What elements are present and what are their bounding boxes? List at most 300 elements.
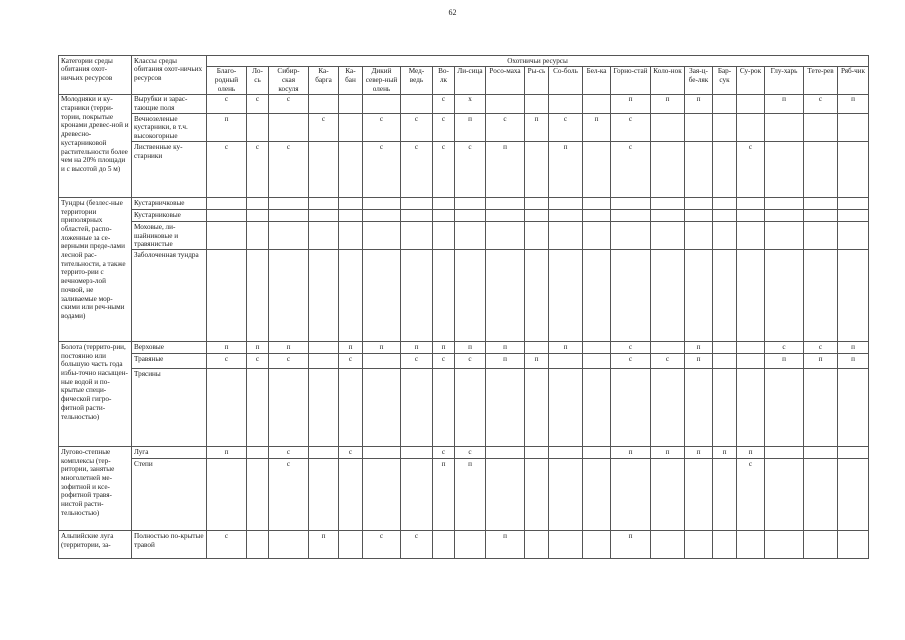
resource-mark	[713, 142, 737, 198]
resource-mark	[549, 531, 583, 559]
resource-mark	[838, 222, 869, 250]
species-header: Со-боль	[549, 66, 583, 94]
resource-mark	[651, 114, 685, 142]
habitat-class: Кустарниковые	[132, 210, 207, 222]
resource-mark: с	[401, 354, 433, 369]
habitat-class: Степи	[132, 459, 207, 531]
resource-mark	[339, 198, 363, 210]
resource-mark	[247, 447, 269, 459]
resource-mark: п	[207, 447, 247, 459]
header-category: Категории среды обитания охот-ничьих ресурсов	[59, 56, 132, 95]
resource-mark	[363, 447, 401, 459]
resource-mark: п	[455, 114, 486, 142]
resource-mark	[713, 210, 737, 222]
habitat-class: Заболоченная тундра	[132, 250, 207, 342]
resource-mark	[804, 250, 838, 342]
species-header: Благо-родный олень	[207, 66, 247, 94]
resource-mark: п	[583, 114, 611, 142]
resource-mark	[737, 222, 765, 250]
resource-mark	[207, 222, 247, 250]
resource-mark	[583, 531, 611, 559]
resource-mark	[651, 459, 685, 531]
resource-mark: с	[363, 114, 401, 142]
species-header: Тете-рев	[804, 66, 838, 94]
resource-mark	[611, 369, 651, 447]
habitat-class: Травяные	[132, 354, 207, 369]
resource-mark	[486, 369, 525, 447]
resource-mark: п	[838, 342, 869, 354]
resource-mark	[433, 369, 455, 447]
resource-mark: п	[685, 94, 713, 113]
table-row	[59, 210, 869, 222]
resource-mark	[765, 198, 804, 210]
resource-mark	[713, 222, 737, 250]
resource-mark	[611, 198, 651, 210]
resource-mark	[549, 459, 583, 531]
resource-mark: п	[549, 142, 583, 198]
resource-mark: с	[309, 114, 339, 142]
resource-mark	[549, 210, 583, 222]
resource-mark: п	[737, 447, 765, 459]
habitat-category: Молодняки и ку-старники (терри-тории, покрытые кронами древес-ной и древесно-кустарниковой растительности более чем на 20% площади и с высотой до 5 м)	[59, 94, 132, 198]
resource-mark	[309, 342, 339, 354]
resource-mark	[583, 210, 611, 222]
resource-mark: с	[486, 114, 525, 142]
species-header: Ка-барга	[309, 66, 339, 94]
resource-mark: п	[486, 342, 525, 354]
resource-mark	[309, 354, 339, 369]
resource-mark	[269, 114, 309, 142]
resource-mark: п	[765, 354, 804, 369]
resource-mark: с	[269, 447, 309, 459]
resource-mark: с	[363, 142, 401, 198]
resource-mark	[247, 114, 269, 142]
resource-mark: п	[525, 114, 549, 142]
resource-mark	[737, 250, 765, 342]
resource-mark	[713, 94, 737, 113]
table-row	[59, 369, 869, 447]
habitat-class: Вырубки и зарас-тающие поля	[132, 94, 207, 113]
resource-mark	[583, 94, 611, 113]
resource-mark: с	[737, 459, 765, 531]
resource-mark	[765, 210, 804, 222]
resource-mark: п	[486, 354, 525, 369]
resource-mark	[838, 210, 869, 222]
resource-mark	[549, 447, 583, 459]
resource-mark	[339, 222, 363, 250]
resource-mark	[838, 369, 869, 447]
resource-mark	[765, 222, 804, 250]
resource-mark	[455, 198, 486, 210]
resource-mark	[455, 531, 486, 559]
resource-mark	[713, 354, 737, 369]
table-row	[59, 142, 869, 198]
resource-mark	[713, 250, 737, 342]
resource-mark	[339, 94, 363, 113]
resource-mark	[525, 342, 549, 354]
resource-mark	[651, 198, 685, 210]
resource-mark	[525, 250, 549, 342]
resource-mark	[309, 94, 339, 113]
resource-mark	[363, 250, 401, 342]
resource-mark	[363, 369, 401, 447]
resource-mark: п	[486, 531, 525, 559]
species-header: Су-рок	[737, 66, 765, 94]
resource-mark	[309, 198, 339, 210]
habitat-class: Моховые, ли-шайниковые и травянистые	[132, 222, 207, 250]
resource-mark: п	[269, 342, 309, 354]
table-row	[59, 222, 869, 250]
resource-mark	[486, 447, 525, 459]
resource-mark	[765, 250, 804, 342]
resource-mark	[838, 198, 869, 210]
habitat-category: Лугово-степные комплексы (тер-ритории, занятые многолетней ме-зофитной и ксе-рофитной травя-нистой расти-тельностью)	[59, 447, 132, 531]
resource-mark	[549, 198, 583, 210]
resource-mark	[309, 250, 339, 342]
habitat-class: Лиственные ку-старники	[132, 142, 207, 198]
resource-mark	[525, 222, 549, 250]
resource-mark	[433, 198, 455, 210]
resource-mark: п	[433, 459, 455, 531]
resource-mark	[685, 198, 713, 210]
resource-mark	[269, 210, 309, 222]
resource-mark	[713, 459, 737, 531]
resource-mark: п	[433, 342, 455, 354]
habitat-class: Верховые	[132, 342, 207, 354]
page-number: 62	[448, 8, 457, 17]
resource-mark	[401, 94, 433, 113]
resource-mark	[339, 531, 363, 559]
resource-mark	[309, 210, 339, 222]
resource-mark: п	[713, 447, 737, 459]
resource-mark	[583, 447, 611, 459]
table-row	[59, 198, 869, 210]
resource-mark	[838, 447, 869, 459]
habitat-category: Болота (террито-рии, постоянно или большую часть года избы-точно насыщен-ные водой и по-крытые специ-фической гигро-фитной расти-тельностью)	[59, 342, 132, 447]
habitat-class: Кустарничковые	[132, 198, 207, 210]
resource-mark	[583, 369, 611, 447]
resource-mark	[247, 459, 269, 531]
resource-mark	[651, 210, 685, 222]
resource-mark: с	[765, 342, 804, 354]
resource-mark	[339, 369, 363, 447]
resource-mark	[804, 222, 838, 250]
resource-mark: с	[269, 459, 309, 531]
species-header: Ли-сица	[455, 66, 486, 94]
resource-mark	[339, 210, 363, 222]
resource-mark	[804, 369, 838, 447]
resource-mark	[247, 210, 269, 222]
resource-mark: с	[269, 142, 309, 198]
resource-mark: с	[433, 114, 455, 142]
resource-mark	[207, 459, 247, 531]
resource-mark	[651, 342, 685, 354]
resource-mark	[765, 114, 804, 142]
species-header: Дикий север-ный олень	[363, 66, 401, 94]
resource-mark	[583, 198, 611, 210]
resource-mark	[207, 369, 247, 447]
header-resources: Охотничьи ресурсы	[207, 56, 869, 67]
resource-mark	[651, 222, 685, 250]
resource-mark	[685, 459, 713, 531]
resource-mark	[838, 250, 869, 342]
table-row	[59, 447, 869, 459]
resource-mark	[685, 114, 713, 142]
habitat-category: Тундры (безлес-ные территории приполярных областей, распо-ложенные за се-верными преде-лами лесной рас-тительности, а также террито-рии с вечномерз-лой почвой, не заливаемые мор-скими или реч-ными водами)	[59, 198, 132, 342]
resource-mark: с	[269, 354, 309, 369]
table-row	[59, 342, 869, 354]
resource-mark	[309, 369, 339, 447]
resource-mark: с	[433, 142, 455, 198]
resource-mark	[339, 142, 363, 198]
resource-mark	[269, 198, 309, 210]
resource-mark	[269, 250, 309, 342]
resource-mark: п	[765, 94, 804, 113]
resource-mark: с	[363, 531, 401, 559]
species-header: Бел-ка	[583, 66, 611, 94]
resource-mark	[765, 447, 804, 459]
resource-mark	[737, 354, 765, 369]
resource-mark: с	[269, 94, 309, 113]
resource-mark	[433, 210, 455, 222]
resource-mark: п	[455, 459, 486, 531]
resource-mark	[838, 531, 869, 559]
resource-mark: с	[207, 94, 247, 113]
resource-mark	[525, 369, 549, 447]
resource-mark: п	[838, 94, 869, 113]
resource-mark	[838, 142, 869, 198]
resource-mark	[247, 531, 269, 559]
resource-mark	[486, 250, 525, 342]
resource-mark	[269, 369, 309, 447]
resource-mark	[713, 369, 737, 447]
species-header: Мед-ведь	[401, 66, 433, 94]
resource-mark: с	[339, 354, 363, 369]
resource-mark	[455, 250, 486, 342]
resource-mark	[309, 222, 339, 250]
resource-mark	[737, 210, 765, 222]
resource-mark: с	[433, 354, 455, 369]
resource-mark	[339, 459, 363, 531]
resource-mark: с	[611, 114, 651, 142]
resource-mark	[685, 250, 713, 342]
table-row	[59, 531, 869, 559]
resource-mark	[401, 210, 433, 222]
resource-mark: п	[525, 354, 549, 369]
species-header: Сибир-ская косуля	[269, 66, 309, 94]
resource-mark	[486, 459, 525, 531]
resource-mark	[247, 198, 269, 210]
resource-mark: п	[207, 114, 247, 142]
resource-mark	[525, 94, 549, 113]
resource-mark	[455, 210, 486, 222]
resource-mark	[486, 210, 525, 222]
table-row	[59, 354, 869, 369]
resource-mark: п	[339, 342, 363, 354]
resource-mark: с	[651, 354, 685, 369]
resource-mark	[838, 459, 869, 531]
resource-mark: п	[685, 447, 713, 459]
resource-mark	[804, 210, 838, 222]
resource-mark: с	[433, 94, 455, 113]
resource-mark	[401, 198, 433, 210]
resource-mark	[611, 459, 651, 531]
resource-mark	[339, 250, 363, 342]
resource-mark: с	[804, 342, 838, 354]
resource-mark	[737, 369, 765, 447]
resource-mark: п	[549, 342, 583, 354]
species-header: Росо-маха	[486, 66, 525, 94]
habitat-category: Альпийские луга (территории, за-	[59, 531, 132, 559]
resource-mark	[804, 198, 838, 210]
resource-mark: п	[685, 342, 713, 354]
resource-mark	[433, 531, 455, 559]
resource-mark: с	[549, 114, 583, 142]
resource-mark: с	[247, 142, 269, 198]
resource-mark: п	[838, 354, 869, 369]
resource-mark: п	[651, 447, 685, 459]
resource-mark: п	[685, 354, 713, 369]
resource-mark	[838, 114, 869, 142]
resource-mark: с	[433, 447, 455, 459]
resource-mark	[401, 459, 433, 531]
resource-mark: п	[207, 342, 247, 354]
resource-mark	[363, 459, 401, 531]
resource-mark: п	[611, 447, 651, 459]
resource-mark: п	[247, 342, 269, 354]
resource-mark: с	[207, 354, 247, 369]
resource-mark	[611, 222, 651, 250]
habitat-class: Полностью по-крытые травой	[132, 531, 207, 559]
resource-mark	[765, 531, 804, 559]
species-header: Зая-ц-бе-ляк	[685, 66, 713, 94]
resource-mark	[363, 94, 401, 113]
resource-mark	[713, 531, 737, 559]
species-header: Горно-стай	[611, 66, 651, 94]
table-row	[59, 94, 869, 113]
resource-mark: п	[401, 342, 433, 354]
resource-mark	[549, 94, 583, 113]
resource-mark: с	[247, 354, 269, 369]
resource-mark: п	[611, 531, 651, 559]
species-header: Во-лк	[433, 66, 455, 94]
resource-mark	[685, 531, 713, 559]
resource-mark: с	[455, 354, 486, 369]
resource-mark: с	[339, 447, 363, 459]
resource-mark: с	[737, 142, 765, 198]
resource-mark	[651, 142, 685, 198]
resource-mark: п	[363, 342, 401, 354]
species-header: Ры-сь	[525, 66, 549, 94]
resource-mark	[433, 250, 455, 342]
resource-mark	[207, 250, 247, 342]
resource-mark: п	[455, 342, 486, 354]
resource-mark	[401, 222, 433, 250]
resource-mark	[207, 210, 247, 222]
resource-mark	[583, 250, 611, 342]
resource-mark	[549, 354, 583, 369]
resource-mark	[765, 369, 804, 447]
resource-mark	[713, 114, 737, 142]
resource-mark	[737, 114, 765, 142]
resource-mark: п	[651, 94, 685, 113]
resource-mark	[737, 198, 765, 210]
resource-mark	[611, 210, 651, 222]
table-row	[59, 250, 869, 342]
resource-mark	[363, 198, 401, 210]
resource-mark	[765, 142, 804, 198]
species-header: Коло-нок	[651, 66, 685, 94]
resource-mark	[713, 342, 737, 354]
species-header: Ка-бан	[339, 66, 363, 94]
resource-mark	[455, 222, 486, 250]
resource-mark	[583, 222, 611, 250]
resource-mark	[363, 210, 401, 222]
resource-mark: п	[611, 94, 651, 113]
resource-mark	[525, 447, 549, 459]
species-header: Бар-сук	[713, 66, 737, 94]
resource-mark: с	[401, 531, 433, 559]
resource-mark: с	[611, 342, 651, 354]
resource-mark: с	[804, 94, 838, 113]
resource-mark	[713, 198, 737, 210]
resource-mark	[486, 94, 525, 113]
resource-mark: с	[207, 142, 247, 198]
resource-mark	[455, 369, 486, 447]
resource-mark	[401, 369, 433, 447]
resource-mark	[685, 142, 713, 198]
resource-mark	[583, 459, 611, 531]
table-row	[59, 114, 869, 142]
resource-mark	[486, 222, 525, 250]
resource-mark	[651, 531, 685, 559]
resource-mark	[804, 459, 838, 531]
resource-mark	[549, 222, 583, 250]
resource-mark	[207, 198, 247, 210]
resource-mark: с	[401, 142, 433, 198]
resource-mark	[737, 342, 765, 354]
resource-mark	[651, 369, 685, 447]
hunting-resources-table	[58, 55, 869, 559]
resource-mark	[685, 210, 713, 222]
resource-mark	[804, 114, 838, 142]
resource-mark	[247, 222, 269, 250]
resource-mark	[765, 459, 804, 531]
resource-mark	[433, 222, 455, 250]
resource-mark	[525, 210, 549, 222]
resource-mark	[247, 369, 269, 447]
habitat-class: Вечнозеленые кустарники, в т.ч. высокогорные	[132, 114, 207, 142]
resource-mark	[525, 531, 549, 559]
resource-mark	[583, 354, 611, 369]
resource-mark	[651, 250, 685, 342]
resource-mark	[583, 342, 611, 354]
species-header: Ло-сь	[247, 66, 269, 94]
resource-mark	[549, 250, 583, 342]
resource-mark	[583, 142, 611, 198]
habitat-class: Трясины	[132, 369, 207, 447]
resource-mark: п	[486, 142, 525, 198]
resource-mark	[737, 531, 765, 559]
resource-mark	[363, 354, 401, 369]
species-header: Ряб-чик	[838, 66, 869, 94]
resource-mark	[247, 250, 269, 342]
resource-mark	[269, 222, 309, 250]
resource-mark	[309, 447, 339, 459]
resource-mark	[309, 142, 339, 198]
resource-mark	[525, 142, 549, 198]
header-class: Классы среды обитания охот-ничьих ресурсов	[132, 56, 207, 95]
